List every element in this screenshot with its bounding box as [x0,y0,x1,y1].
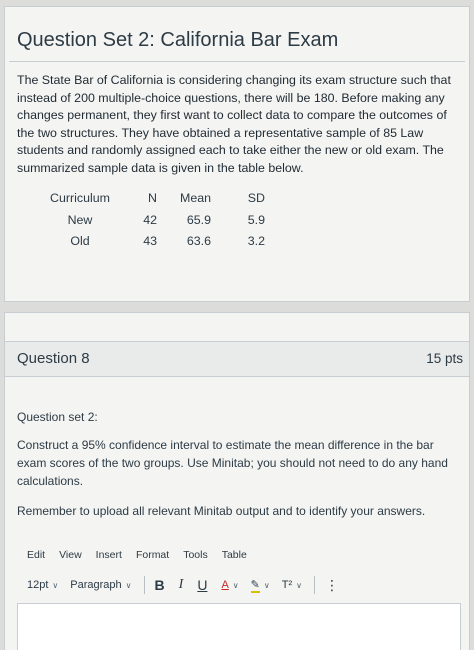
question-title: Question 8 [17,350,90,367]
question-points: 15 pts [426,351,463,366]
chevron-down-icon: ∨ [263,580,270,590]
question-card [4,312,470,650]
menu-format[interactable]: Format [135,549,170,561]
menu-edit[interactable]: Edit [27,549,46,561]
menu-view[interactable]: View [59,549,82,561]
chevron-down-icon: ∨ [296,580,302,590]
chevron-down-icon: ∨ [125,580,132,590]
question-reminder: Remember to upload all relevant Minitab output and to identify your answers. [17,504,426,518]
menu-insert[interactable]: Insert [95,549,122,561]
block-format-value: Paragraph [70,579,122,591]
answer-editor[interactable] [17,603,461,650]
toolbar-divider [314,576,315,594]
table-row [39,230,267,251]
question-header [5,341,469,377]
table-row [39,209,267,230]
more-options-icon[interactable]: ⋮ [324,576,339,593]
cell-n: 43 [143,233,157,248]
cell-curriculum: Old [70,233,90,248]
cell-n: 42 [143,212,157,227]
highlighter-icon: ✎ [250,578,260,591]
menu-tools[interactable]: Tools [183,549,208,561]
menu-table[interactable]: Table [221,549,247,561]
underline-button[interactable]: U [197,577,208,593]
bold-button[interactable]: B [154,577,165,593]
block-format-select[interactable] [70,579,131,591]
text-color-icon: A [221,579,229,591]
question-prompt: Construct a 95% confidence interval to estimate the mean difference in the bar exam scores of the two groups. Use Minitab; you should not need to do any hand calculations. [17,438,448,488]
superscript-icon: T² [281,579,293,591]
italic-button[interactable]: I [178,577,184,592]
question-set-intro: The State Bar of California is considering changing its exam structure such that instead of 200 multiple-choice questions, there will be 180. Before making any changes permanent, they first want to collect data to compare the outcomes of the two structures. They have obtained a representative sample of 85 Law students and randomly assigned each to take either the new or old exam. The summarized sample data is given in the table below. [17,73,451,175]
font-size-value: 12pt [27,579,49,591]
text-color-button[interactable] [221,579,238,591]
column-header-sd: SD [247,191,265,205]
highlight-color-button[interactable] [251,578,270,593]
column-header-n: N [148,191,157,205]
cell-curriculum: New [67,212,93,227]
question-set-title: Question Set 2: California Bar Exam [17,29,339,51]
question-subtitle: Question set 2: [17,410,98,424]
cell-sd: 5.9 [247,212,265,227]
toolbar-divider [144,576,145,594]
editor-toolbar [27,575,353,595]
column-header-mean: Mean [180,191,211,205]
cell-sd: 3.2 [247,233,265,248]
question-body [17,408,461,532]
column-header-curriculum: Curriculum [50,191,110,205]
chevron-down-icon: ∨ [52,580,59,590]
editor-menubar [27,549,247,561]
chevron-down-icon: ∨ [232,580,239,590]
font-size-select[interactable] [27,579,58,591]
table-header-row [39,187,267,209]
summary-table [39,187,267,251]
superscript-button[interactable] [282,579,302,591]
question-set-card [4,6,470,302]
title-divider [9,61,465,62]
cell-mean: 63.6 [186,233,211,248]
cell-mean: 65.9 [186,212,211,227]
